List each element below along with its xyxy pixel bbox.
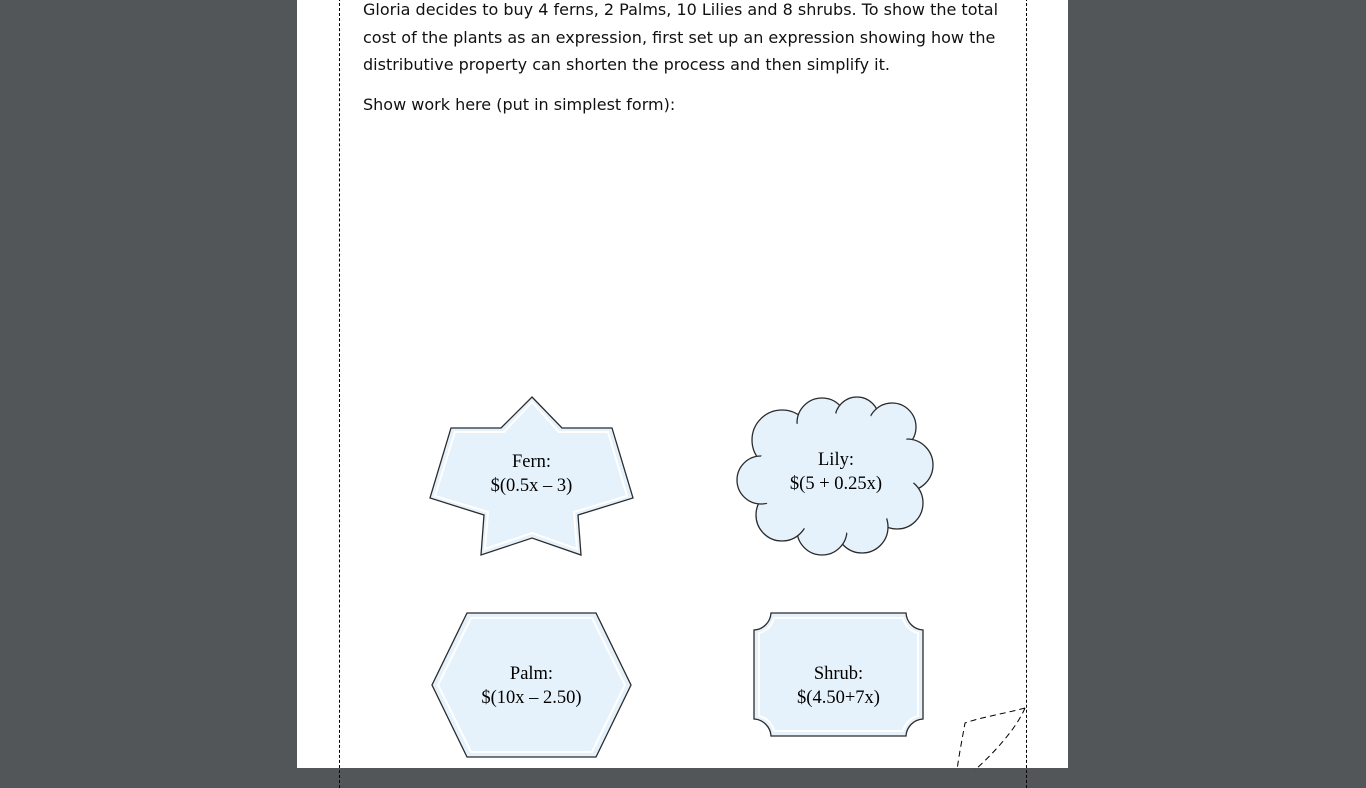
fern-price: $(0.5x – 3)	[490, 476, 573, 496]
shrub-plaque-shape	[753, 612, 924, 737]
palm-label: Palm:	[509, 664, 554, 684]
shrub-label: Shrub:	[813, 664, 864, 684]
page-curl-fold	[947, 705, 1037, 775]
problem-text-block	[363, 0, 1013, 118]
show-work-prompt: Show work here (put in simplest form):	[363, 94, 676, 114]
document-page	[297, 0, 1068, 768]
lily-label: Lily:	[818, 450, 854, 470]
shrub-price: $(4.50+7x)	[797, 688, 880, 708]
lily-cloud-shape	[737, 395, 935, 557]
problem-text: Gloria decides to buy 4 ferns, 2 Palms, 10 Lilies and 8 shrubs. To show the total cost of the plants as an expression, first set up an expression showing how the distributive property can shorten the process and then simplify it.	[363, 0, 999, 74]
palm-hexagon-shape	[431, 612, 632, 758]
palm-price: $(10x – 2.50)	[481, 688, 582, 708]
lily-price: $(5 + 0.25x)	[789, 474, 883, 494]
fern-star-shape	[430, 397, 633, 555]
fern-label: Fern:	[511, 452, 552, 472]
